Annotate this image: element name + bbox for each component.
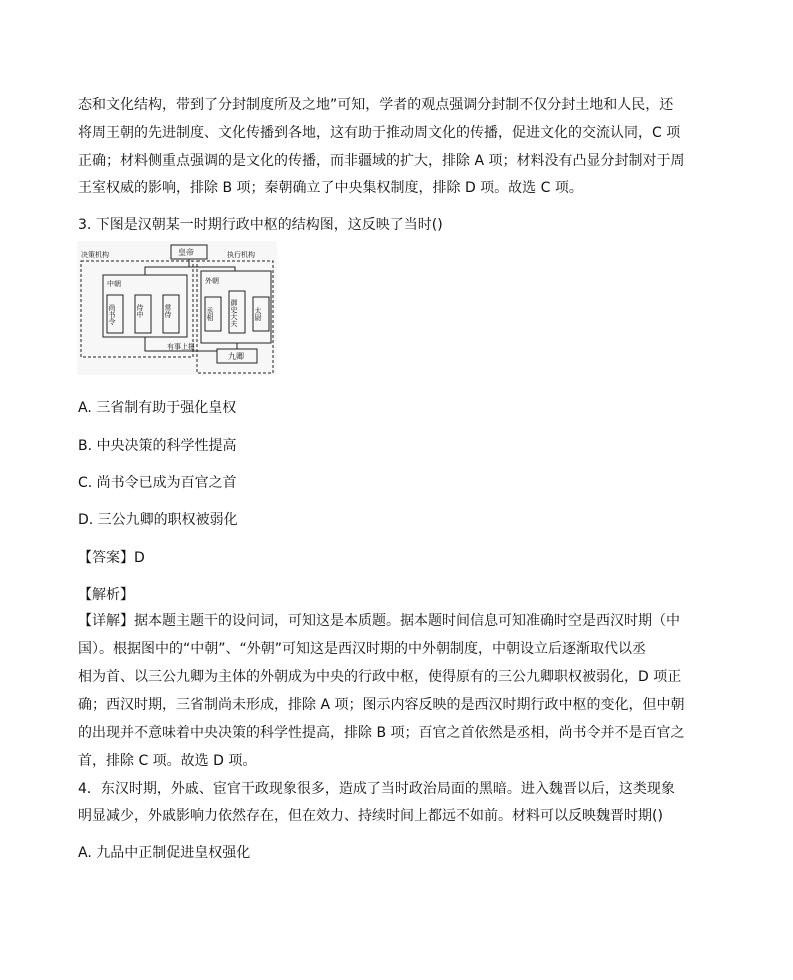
option-c: C. 尚书令已成为百官之首 [78, 475, 237, 491]
administration-structure-diagram [77, 241, 277, 375]
question-3-stem: 3. 下图是汉朝某一时期行政中枢的结构图，这反映了当时() [78, 217, 443, 233]
analysis-line-3: 相为首、以三公九卿为主体的外朝成为中央的行政中枢，使得原有的三公九卿职权被弱化，D 项正 [78, 669, 682, 685]
option-b: B. 中央决策的科学性提高 [78, 438, 237, 454]
inner-court-label: 中朝 [107, 280, 121, 288]
analysis-line-4: 确；西汉时期，三省制尚未形成，排除 A 项；图示内容反映的是西汉时期行政中枢的变化，但中朝 [78, 697, 685, 713]
prev-analysis-line-3: 正确；材料侧重点强调的是文化的传播，而非疆域的扩大，排除 A 项；材料没有凸显分封制对于周 [78, 153, 685, 169]
analysis-title: 【解析】 [78, 587, 134, 603]
prev-analysis-line-4: 王室权威的影响，排除 B 项；秦朝确立了中央集权制度，排除 D 项。故选 C 项。 [78, 180, 583, 196]
prev-analysis-line-2: 将周王朝的先进制度、文化传播到各地，这有助于推动周文化的传播，促进文化的交流认同，C 项 [78, 125, 681, 141]
question-4-stem-line-1: 4．东汉时期，外戚、宦官干政现象很多，造成了当时政治局面的黑暗。进入魏晋以后，这类现象 [78, 781, 675, 797]
item-label-6: 太尉 [254, 307, 262, 321]
report-label: 有事上报 [167, 343, 195, 351]
emperor-to-outer-line [189, 267, 235, 271]
question-4-stem-line-2: 明显减少，外戚影响力依然存在，但在效力、持续时间上都远不如前。材料可以反映魏晋时期() [78, 808, 663, 824]
analysis-line-2: 国）。根据图中的“中朝”、“外朝”可知这是西汉时期的中外朝制度，中朝设立后逐渐取代以丞 [78, 641, 647, 657]
option-d: D. 三公九卿的职权被弱化 [78, 512, 238, 528]
item-label-4: 丞相 [206, 307, 214, 321]
analysis-line-6: 首，排除 C 项。故选 D 项。 [78, 753, 257, 769]
option-a: A. 三省制有助于强化皇权 [78, 400, 237, 416]
answer-label: 【答案】D [78, 550, 145, 566]
nine-ministers-label: 九卿 [228, 352, 244, 361]
item-label-2: 侍中 [136, 304, 144, 318]
diagram-svg [77, 241, 277, 375]
item-label-3: 常侍 [164, 304, 172, 318]
outer-court-label: 外朝 [205, 277, 219, 285]
item-label-1: 尚书令 [108, 304, 116, 325]
item-label-5: 御史大夫 [230, 299, 238, 327]
left-group-label: 决策机构 [81, 251, 109, 259]
question-4-option-a: A. 九品中正制促进皇权强化 [78, 845, 251, 861]
prev-analysis-line-1: 态和文化结构，带到了分封制度所及之地”可知，学者的观点强调分封制不仅分封土地和人民，还 [78, 97, 674, 113]
analysis-line-5: 的出现并不意味着中央决策的科学性提高，排除 B 项；百官之首依然是丞相，尚书令并不是百官之 [78, 725, 685, 741]
emperor-label: 皇帝 [178, 248, 194, 257]
analysis-line-1: 【详解】据本题主题干的设问词，可知这是本质题。据本题时间信息可知准确时空是西汉时期（中 [78, 613, 680, 629]
right-group-label: 执行机构 [227, 251, 255, 259]
